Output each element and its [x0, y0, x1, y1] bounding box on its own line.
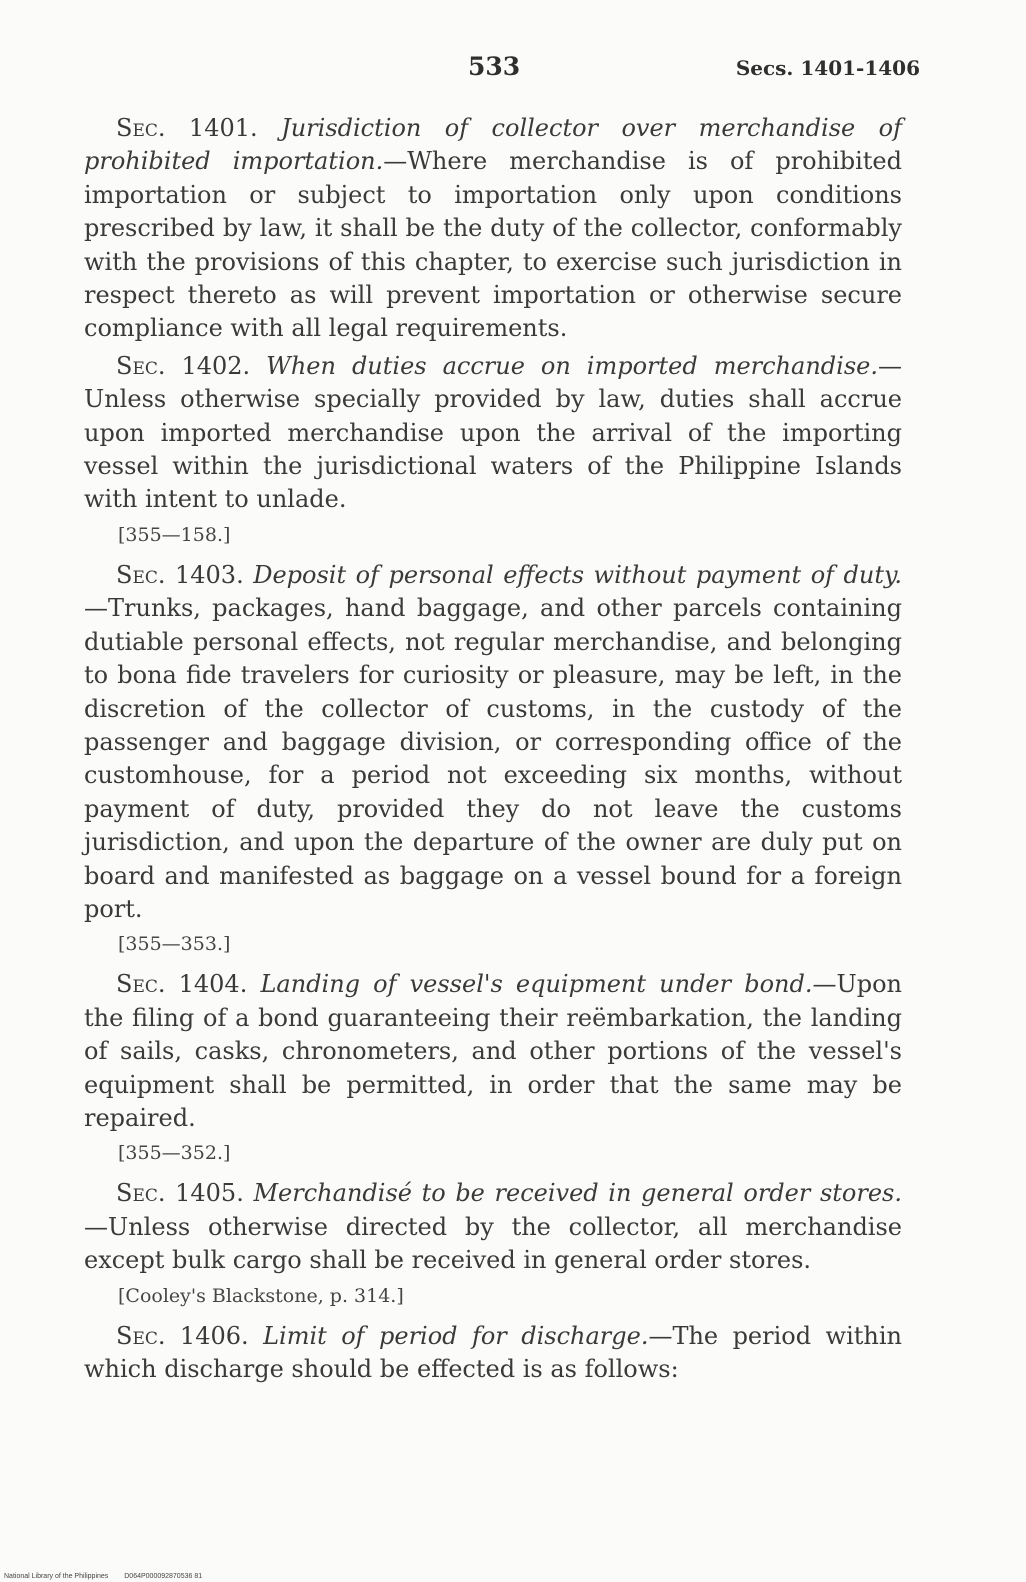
citation: [Cooley's Blackstone, p. 314.] [118, 1284, 404, 1307]
scan-code: D064P000092870536 81 [124, 1573, 203, 1580]
section-label: Sec. 1403. [116, 560, 244, 589]
running-head: Secs. 1401-1406 [735, 56, 920, 80]
section-text: —Unless otherwise directed by the collector, all merchandise except bulk cargo shall be received in general order stores. [84, 1212, 902, 1275]
page-header [110, 52, 920, 92]
citation: [355—352.] [118, 1142, 231, 1165]
section-heading: Limit of period for discharge. [263, 1321, 649, 1350]
section-text: —Upon the filing of a bond guaranteeing their reëmbarkation, the landing of sails, casks, chronometers, and other portions of the vessel's equipment shall be permitted, in order that the same may be repaired. [84, 970, 902, 1132]
section-1405 [84, 1177, 902, 1277]
section-heading: When duties accrue on imported merchandise. [266, 351, 878, 380]
section-text: —Where merchandise is of prohibited importation or subject to importation only upon conditions prescribed by law, it shall be the duty of the collector, conformably with the provisions of this chapter, to exercise such jurisdiction in respect thereto as will prevent importation or otherwise secure compliance with all legal requirements. [84, 147, 903, 343]
section-label: Sec. 1406. [116, 1321, 249, 1350]
section-1404 [84, 968, 902, 1135]
body-text [84, 112, 902, 1390]
section-label: Sec. 1405. [116, 1179, 244, 1208]
citation: [355—158.] [118, 523, 231, 546]
section-label: Sec. 1401. [116, 114, 258, 142]
library-credit: National Library of the Philippines [4, 1573, 109, 1580]
section-1403 [84, 559, 902, 926]
section-text: —Unless otherwise specially provided by law, duties shall accrue upon imported merchandise upon the arrival of the importing vessel within the jurisdictional waters of the Philippine Islands with intent to unlade. [84, 351, 902, 514]
section-label: Sec. 1404. [116, 970, 248, 999]
section-1406 [84, 1320, 902, 1387]
section-heading: Landing of vessel's equipment under bond. [260, 970, 813, 999]
section-text: —The period within which discharge should be effected is as follows: [84, 1321, 902, 1383]
section-heading: Jurisdiction of collector over merchandise of prohibited importation. [84, 114, 902, 176]
section-heading: Merchandisé to be received in general order stores. [253, 1179, 902, 1208]
citation: [355—353.] [118, 933, 231, 956]
section-1402 [84, 350, 902, 517]
section-label: Sec. 1402. [116, 351, 251, 380]
scan-footer [4, 1573, 216, 1580]
section-1401 [84, 112, 902, 346]
section-heading: Deposit of personal effects without payment of duty. [253, 560, 902, 589]
section-text: —Trunks, packages, hand baggage, and other parcels containing dutiable personal effects, not regular merchandise, and belonging to bona fide travelers for curiosity or pleasure, may be left, in the discretion of the collector of customs, in the custody of the passenger and baggage division, or corresponding office of the customhouse, for a period not exceeding six months, without payment of duty, provided they do not leave the customs jurisdiction, and upon the departure of the owner are duly put on board and manifested as baggage on a vessel bound for a foreign port. [84, 594, 902, 923]
page-number: 533 [468, 52, 521, 81]
